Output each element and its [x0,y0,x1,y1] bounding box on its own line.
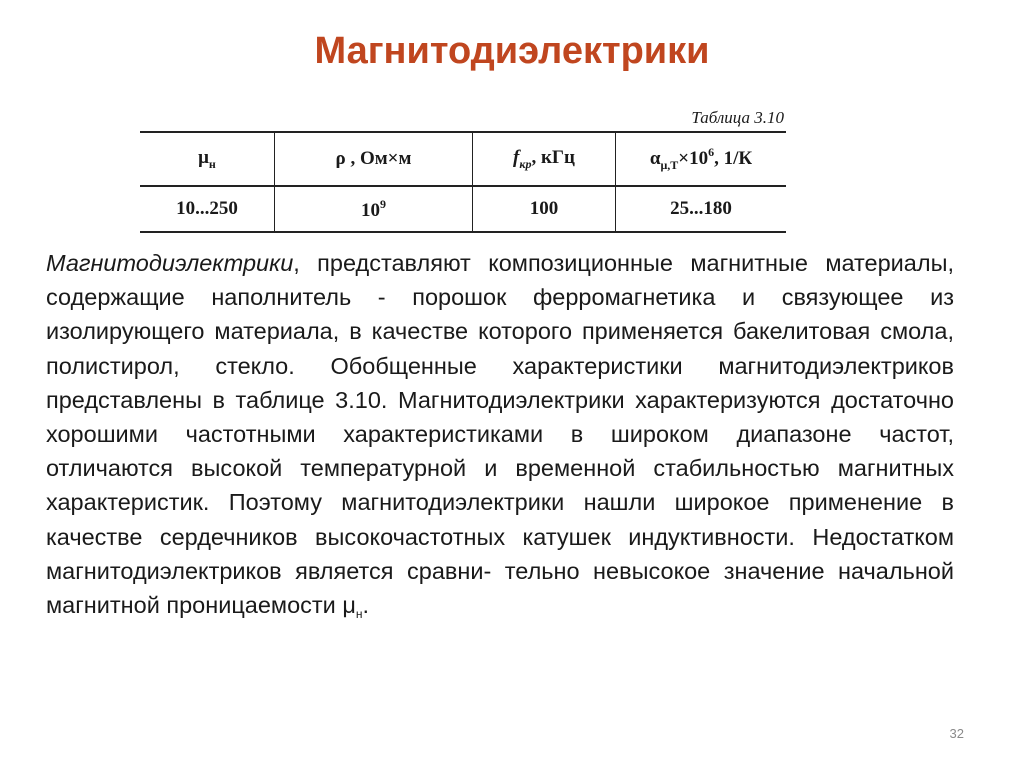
body-paragraph [46,246,954,631]
cell-permeability: 10...250 [140,186,275,232]
permeability-symbol-sub: н [355,607,363,622]
paragraph-end: . [362,592,370,619]
cell-frequency: 100 [473,186,616,232]
header-resistivity: ρ , Ом×м [275,132,473,186]
properties-table [140,131,786,233]
table-header-row [140,132,786,186]
page-number: 32 [949,726,964,741]
slide-title: Магнитодиэлектрики [314,30,710,72]
paragraph-text: , представляют композиционные магнитные материалы, содержащие наполнитель - порошок ферромагнетика и связующее из изолирующего материала, в качестве которого применяется бакелитовая смола, полистирол, стекло. Обобщенные характеристики магнитодиэлектриков представлены в таблице 3.10. Магнитодиэлектрики характеризуются достаточно хорошими частотными характеристиками в широком диапазоне частот, отличаются высокой температурной и временной стабильностью магнитных характеристик. Поэтому магнитодиэлектрики нашли широкое применение в качестве сердечников высокочастотных катушек индуктивности. Недостатком магнитодиэлектриков является сравни- тельно невысокое значение начальной магнитной проницаемости [46,250,954,619]
cell-resistivity: $10^9$ [275,186,473,232]
cell-temp-coefficient: 25...180 [616,186,787,232]
table-caption: Таблица 3.10 [691,108,784,127]
header-frequency: $f_{кр}$, кГц [473,132,616,186]
header-permeability: $\mu_н$ [140,132,275,186]
header-temp-coefficient: $\alpha_{\mu,Т}\times 10^6$, 1/К [616,132,787,186]
lead-term: Магнитодиэлектрики [46,250,294,276]
permeability-symbol: μ [342,592,356,619]
table-row [140,186,786,232]
